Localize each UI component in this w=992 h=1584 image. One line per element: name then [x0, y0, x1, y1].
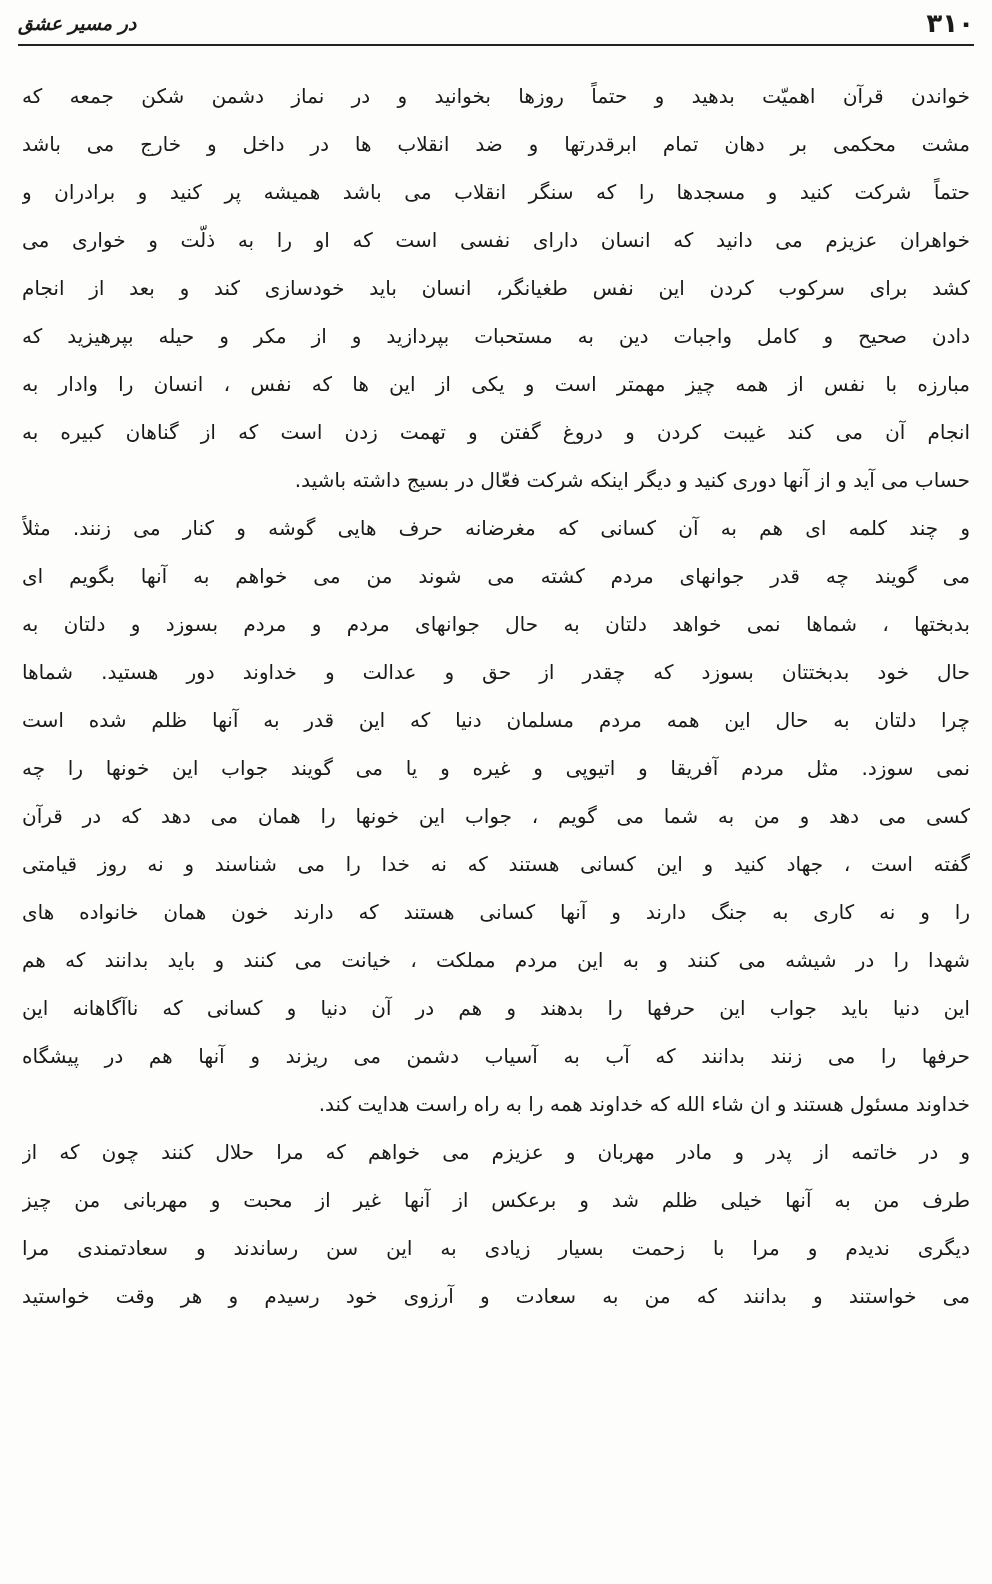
text-line: و در خاتمه از پدر و مادر مهربان و عزیزم می خواهم که مرا حلال کنند چون که از [22, 1140, 970, 1164]
text-line: حساب می آید و از آنها دوری کنید و دیگر اینکه شرکت فعّال در بسیج داشته باشید. [294, 468, 970, 492]
text-line: شهدا را در شیشه می کنند و به این مردم مملکت ، خیانت می کنند و باید بدانند که هم [22, 948, 970, 972]
text-line: چرا دلتان به حال این همه مردم مسلمان دنیا که این قدر به آنها ظلم شده است [22, 708, 970, 732]
text-line: خواندن قرآن اهمیّت بدهید و حتماً روزها بخوانید و در نماز دشمن شکن جمعه که [22, 84, 970, 108]
text-line: دیگری ندیدم و مرا با زحمت بسیار زیادی به این سن رساندند و سعادتمندی مرا [22, 1236, 970, 1260]
text-line: حرفها را می زنند بدانند که آب به آسیاب دشمن می ریزند و آنها هم در پیشگاه [22, 1044, 970, 1068]
text-line: دادن صحیح و کامل واجبات دین به مستحبات بپردازید و از مکر و حیله بپرهیزید که [22, 324, 970, 348]
text-line: انجام آن می کند غیبت کردن و دروغ گفتن و تهمت زدن است که از گناهان کبیره به [22, 420, 970, 444]
text-line: کشد برای سرکوب کردن این نفس طغیانگر، انسان باید خودسازی کند و بعد از انجام [22, 276, 970, 300]
text-line: این دنیا باید جواب این حرفها را بدهند و هم در آن دنیا و کسانی که ناآگاهانه این [22, 996, 970, 1020]
paragraph-3 [22, 1128, 970, 1320]
page-number: ۳۱۰ [926, 9, 974, 39]
text-line: و چند کلمه ای هم به آن کسانی که مغرضانه حرف هایی گوشه و کنار می زنند. مثلاً [22, 516, 970, 540]
text-line: حتماً شرکت کنید و مسجدها را که سنگر انقلاب می باشد همیشه پر کنید و برادران و [22, 180, 970, 204]
paragraph-1 [22, 72, 970, 504]
text-line: نمی سوزد. مثل مردم آفریقا و اتیوپی و غیره و یا می گویند جواب این خونها را چه [22, 756, 970, 780]
text-line: مشت محکمی بر دهان تمام ابرقدرتها و ضد انقلاب ها در داخل و خارج می باشد [22, 132, 970, 156]
text-line: بدبختها ، شماها نمی خواهد دلتان به حال جوانهای مردم و مردم بسوزد و دلتان به [22, 612, 970, 636]
header-rule [18, 44, 974, 46]
text-line: خواهران عزیزم می دانید که انسان دارای نفسی است که او را به ذلّت و خواری می [22, 228, 970, 252]
text-line: گفته است ، جهاد کنید و این کسانی هستند که نه خدا را می شناسند و نه روز قیامتی [22, 852, 970, 876]
text-line: خداوند مسئول هستند و ان شاء الله که خداوند همه را به راه راست هدایت کند. [318, 1092, 970, 1116]
page-body [22, 72, 970, 1564]
page-header [18, 6, 974, 42]
text-line: مبارزه با نفس از همه چیز مهمتر است و یکی از این ها که نفس ، انسان را وادار به [22, 372, 970, 396]
text-line: کسی می دهد و من به شما می گویم ، جواب این خونها را همان می دهد که در قرآن [22, 804, 970, 828]
text-line: می گویند چه قدر جوانهای مردم کشته می شوند من می خواهم به آنها بگویم ای [22, 564, 970, 588]
text-line: را و نه کاری به جنگ دارند و آنها کسانی هستند که دارند خون همان خانواده های [22, 900, 970, 924]
text-line: طرف من به آنها خیلی ظلم شد و برعکس از آنها غیر از محبت و مهربانی من چیز [22, 1188, 970, 1212]
text-line: حال خود بدبختتان بسوزد که چقدر از حق و عدالت و خداوند دور هستید. شماها [22, 660, 970, 684]
paragraph-2 [22, 504, 970, 1128]
text-line: می خواستند و بدانند که من به سعادت و آرزوی خود رسیدم و هر وقت خواستید [22, 1284, 970, 1308]
running-title: در مسیر عشق [18, 13, 137, 35]
